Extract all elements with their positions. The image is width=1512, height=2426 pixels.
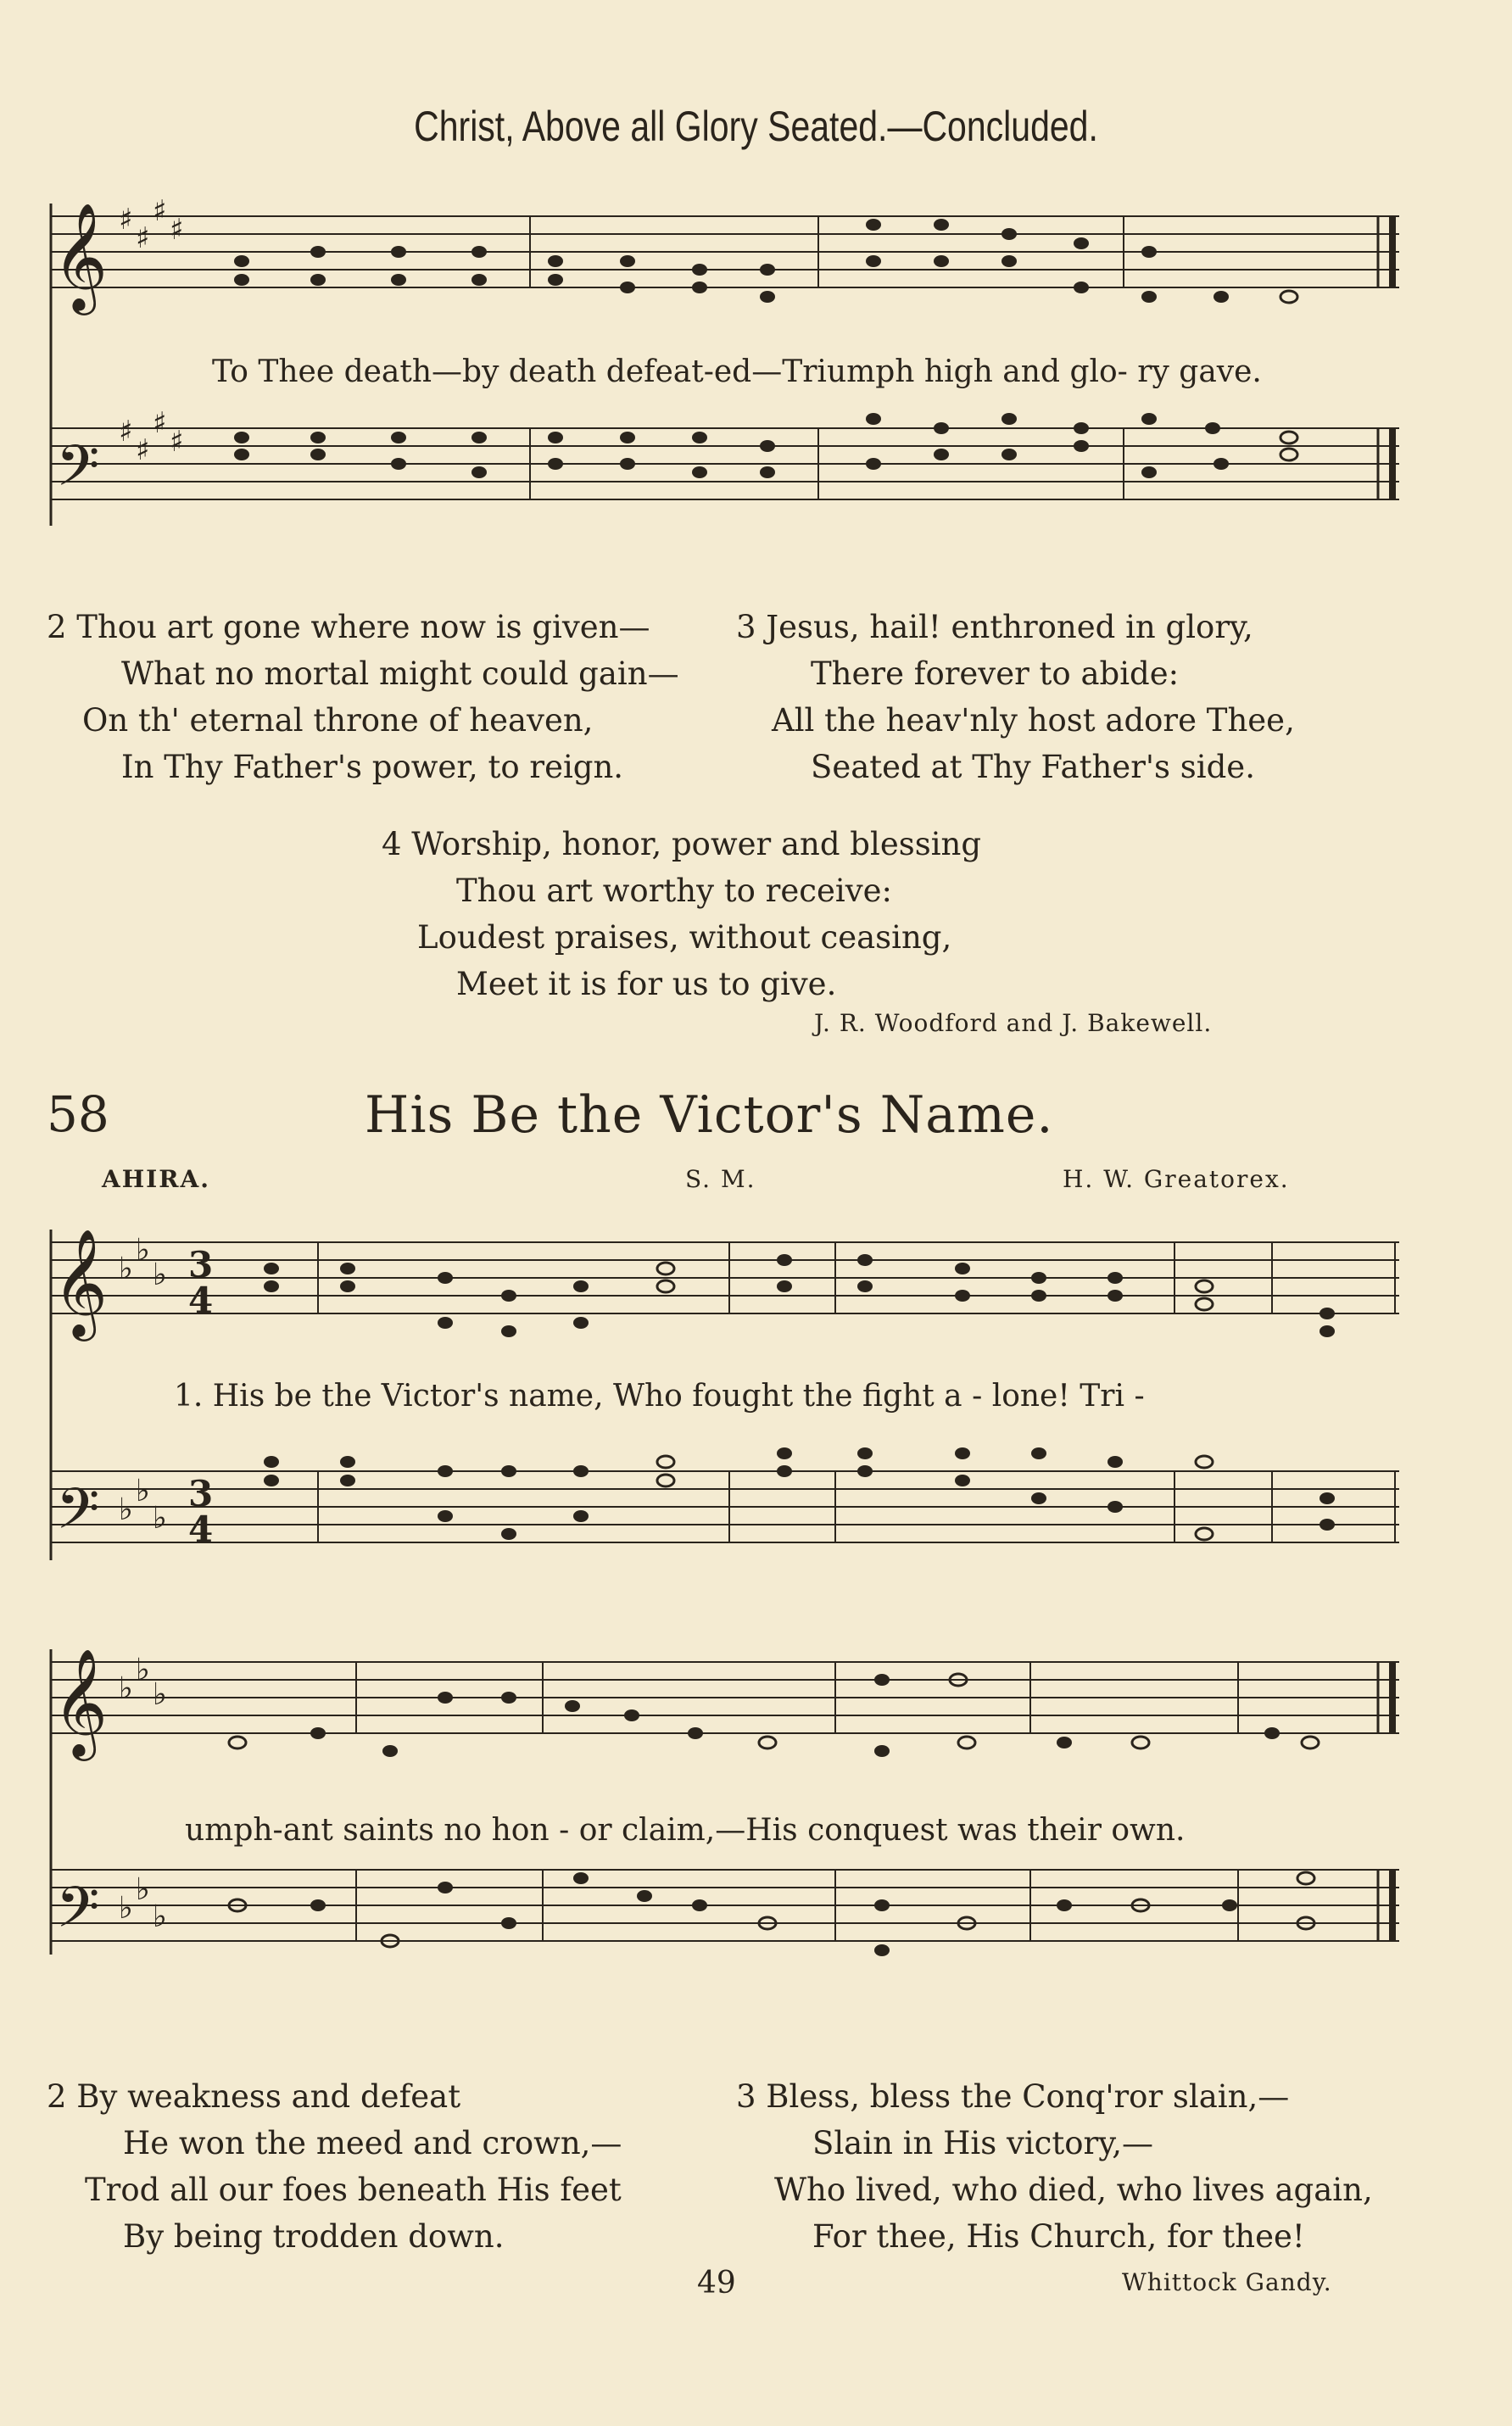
note-heads	[234, 219, 1297, 478]
svg-text:♯: ♯	[136, 221, 150, 255]
key-signature-sharps	[119, 194, 183, 467]
treble-clef-icon: 𝄞	[53, 1648, 109, 1756]
svg-text:♭: ♭	[119, 1252, 133, 1286]
composer: H. W. Greatorex.	[1063, 1165, 1290, 1193]
svg-text:♯: ♯	[136, 433, 150, 467]
svg-text:4: 4	[188, 1280, 214, 1321]
svg-text:♯: ♯	[153, 194, 167, 228]
svg-text:♭: ♭	[153, 1258, 167, 1292]
verse-2a: 2 Thou art gone where now is given— What no mortal might could gain— On th' eternal throne of heaven, In Thy Father's power, to reign.	[47, 609, 679, 785]
verse-2b: 2 By weakness and defeat He won the meed and crown,— Trod all our foes beneath His feet By being trodden down.	[47, 2078, 622, 2255]
lyric-line-1: 1. His be the Victor's name, Who fought the fight a - lone! Tri -	[174, 1379, 1145, 1414]
svg-text:♭: ♭	[119, 1492, 133, 1527]
svg-text:♭: ♭	[153, 1677, 167, 1712]
svg-text:♭: ♭	[136, 1872, 150, 1907]
svg-text:♯: ♯	[119, 203, 133, 237]
verse-3a: 3 Jesus, hail! enthroned in glory, There forever to abide: All the heav'nly host adore Thee, Seated at Thy Father's side.	[736, 609, 1295, 785]
svg-text:♯: ♯	[153, 406, 167, 440]
page-number: 49	[697, 2266, 736, 2301]
svg-text:♯: ♯	[170, 425, 184, 459]
svg-text:♭: ♭	[119, 1891, 133, 1926]
svg-text:4: 4	[188, 1509, 214, 1550]
treble-clef-icon: 𝄞	[53, 202, 109, 310]
bass-clef-icon: 𝄢	[56, 1476, 100, 1555]
svg-text:3: 3	[188, 1473, 214, 1514]
svg-text:♯: ♯	[170, 213, 184, 247]
hymn-title: His Be the Victor's Name.	[365, 1085, 1054, 1145]
svg-text:♭: ♭	[153, 1899, 167, 1934]
author-b: Whittock Gandy.	[1122, 2268, 1332, 2296]
music-system-2	[0, 1204, 1512, 1603]
tune-name: AHIRA.	[102, 1165, 211, 1193]
svg-text:♭: ♭	[119, 1671, 133, 1706]
hymn-number: 58	[47, 1085, 109, 1143]
svg-text:3: 3	[188, 1244, 214, 1286]
verse-4a: 4 Worship, honor, power and blessing Thou art worthy to receive: Loudest praises, without ceasing, Meet it is for us to give.	[382, 826, 982, 1002]
svg-text:♭: ♭	[136, 1474, 150, 1509]
bass-clef-icon: 𝄢	[56, 433, 100, 512]
music-system-3	[0, 1632, 1512, 2022]
verse-3b: 3 Bless, bless the Conq'ror slain,— Slain in His victory,— Who lived, who died, who lives again, For thee, His Church, for thee!	[736, 2078, 1373, 2255]
music-system-1	[0, 170, 1512, 526]
bass-clef-icon: 𝄢	[56, 1875, 100, 1954]
author-a: J. R. Woodford and J. Bakewell.	[814, 1009, 1213, 1037]
concluded-hymn-title: Christ, Above all Glory Seated.—Concluded.	[414, 103, 1098, 150]
concluded-lyric: To Thee death—by death defeat-ed—Triumph high and glo- ry gave.	[212, 354, 1262, 389]
svg-text:♭: ♭	[136, 1653, 150, 1687]
svg-text:♭: ♭	[136, 1233, 150, 1268]
svg-text:♯: ♯	[119, 415, 133, 449]
treble-clef-icon: 𝄞	[53, 1228, 109, 1336]
svg-text:♭: ♭	[153, 1501, 167, 1536]
lyric-line-2: umph-ant saints no hon - or claim,—His conquest was their own.	[185, 1813, 1186, 1848]
meter: S. M.	[685, 1165, 756, 1193]
